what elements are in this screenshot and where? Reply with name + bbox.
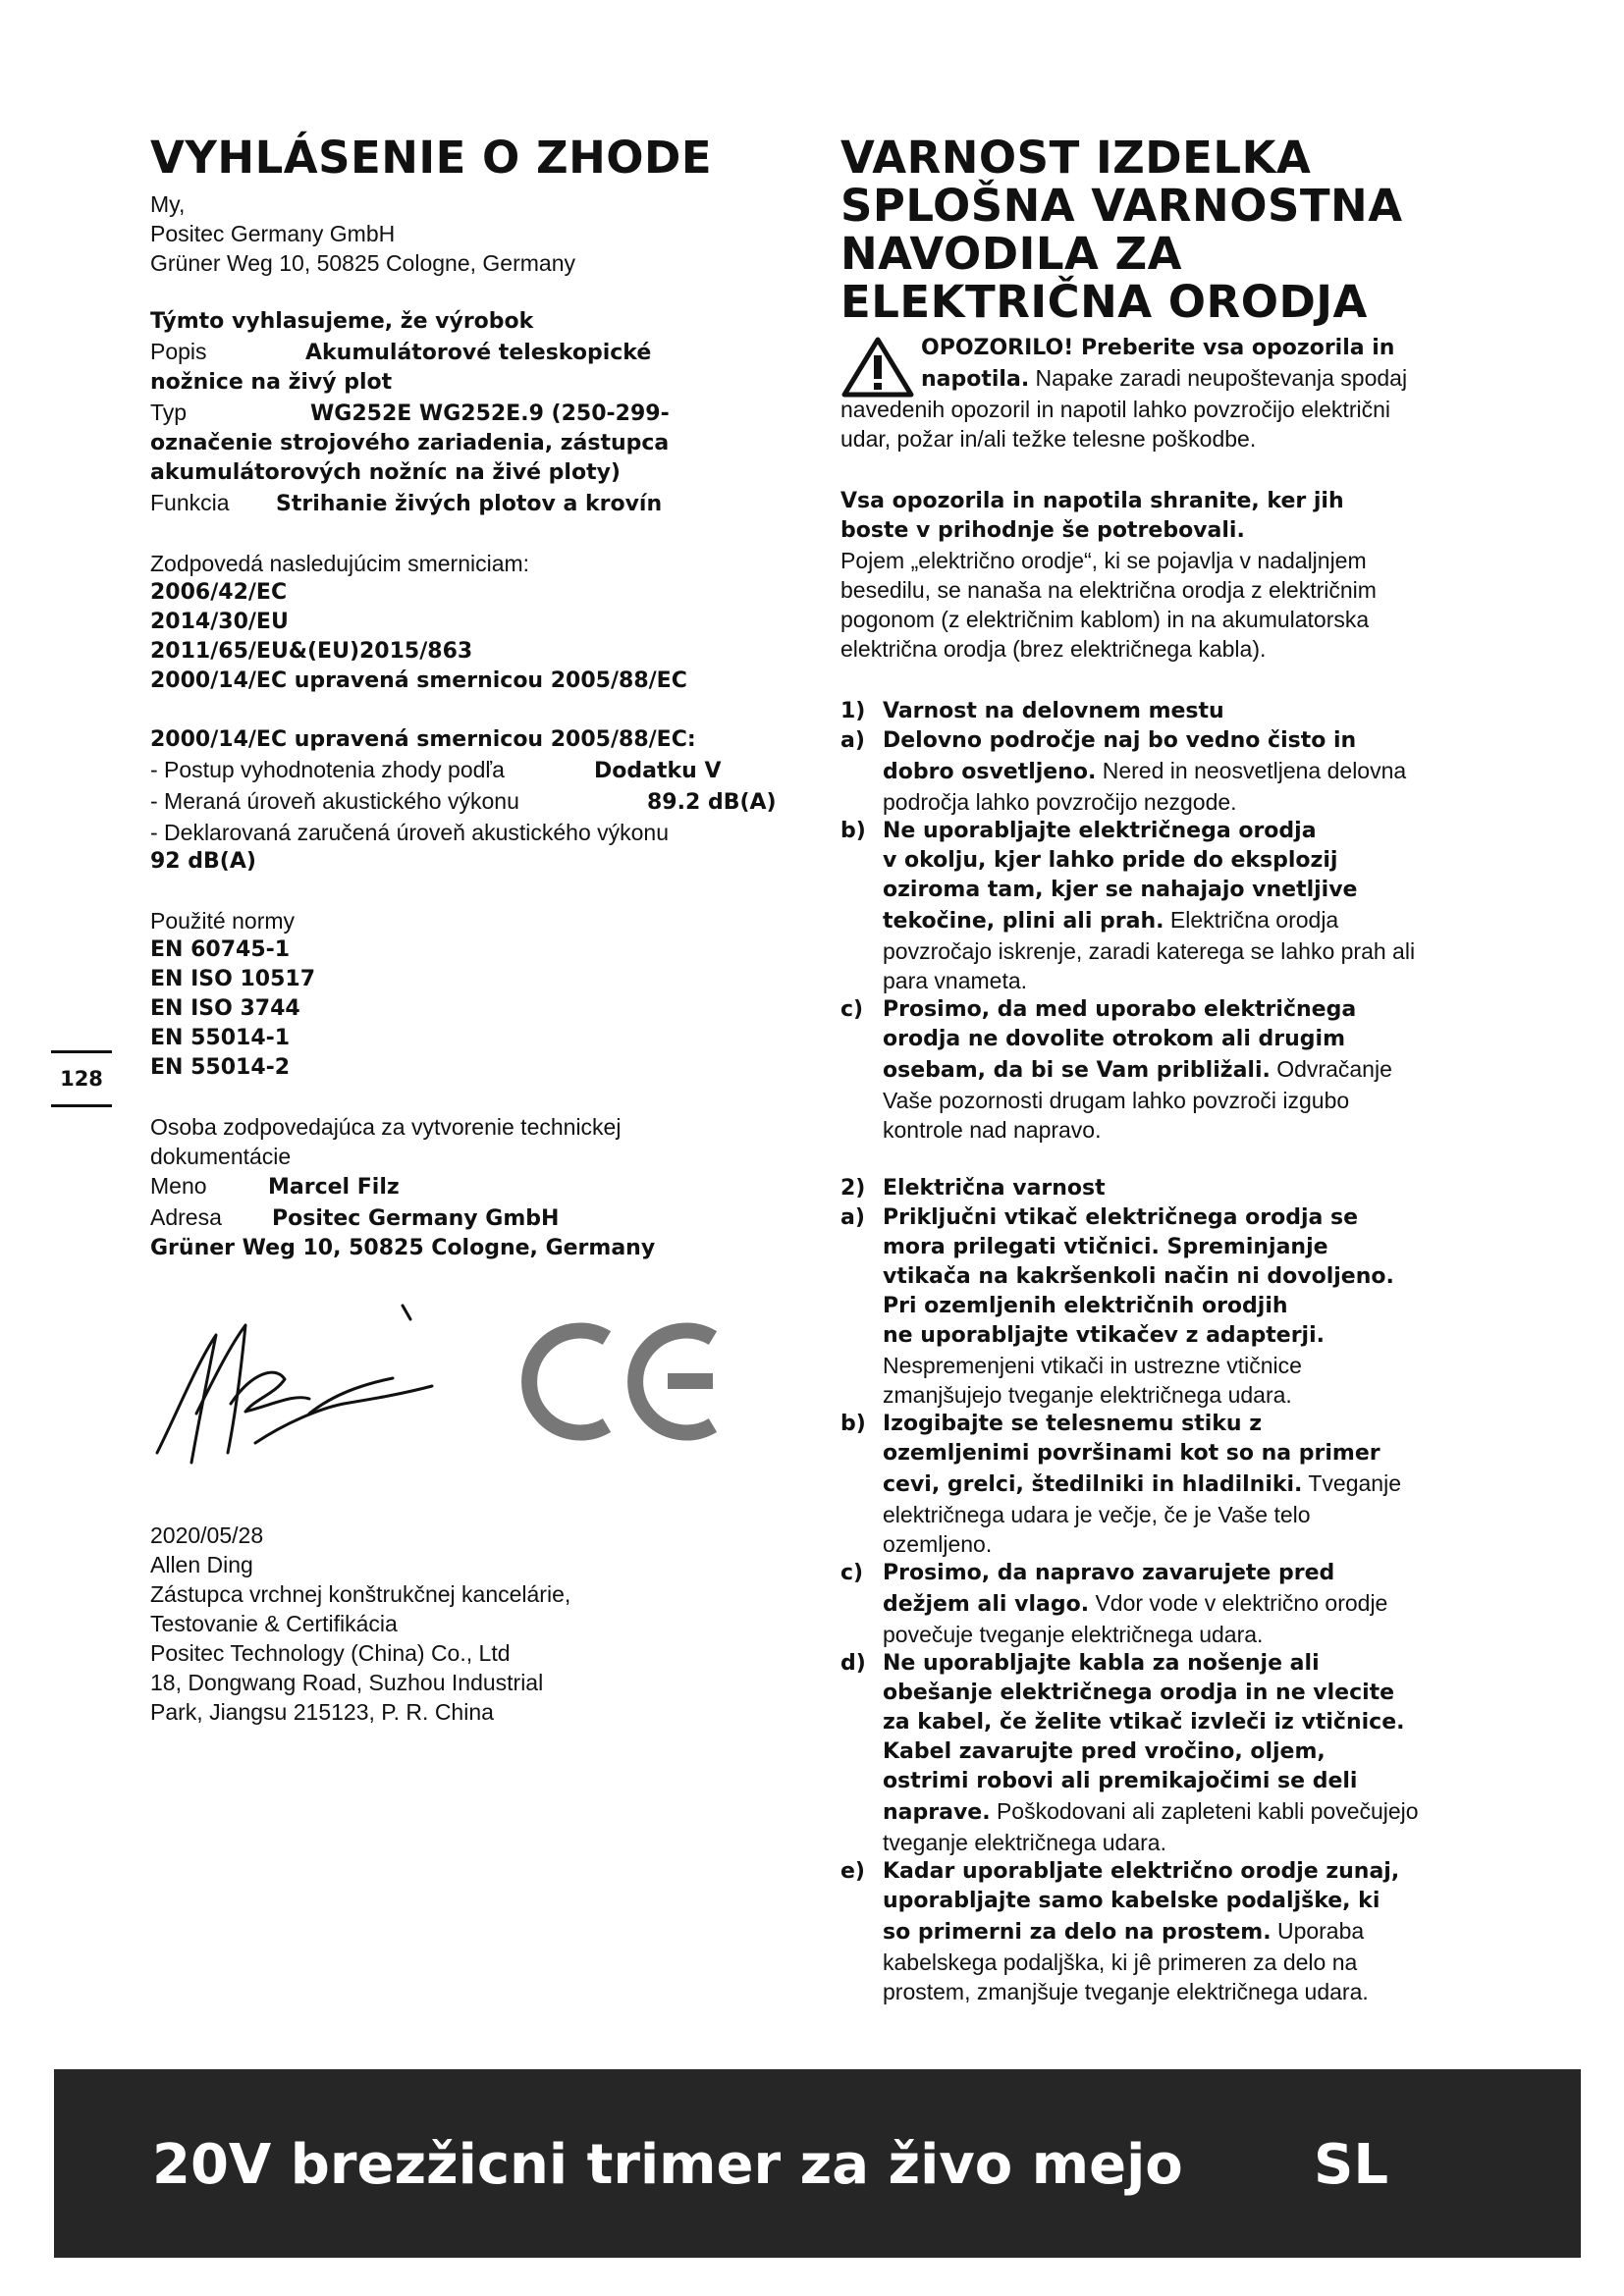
item-bold: osebam, da bi se Vam približali. [883, 1058, 1271, 1083]
item-bold: ostrimi robovi ali premikajočimi se deli [883, 1769, 1358, 1793]
typ-value: WG252E WG252E.9 (250-299- [310, 401, 670, 426]
divider [51, 1104, 112, 1107]
warning-block [840, 334, 1489, 395]
item-text: Vdor vode v električno orodje [1089, 1590, 1388, 1616]
list-item [840, 817, 1489, 995]
norm-item: EN 55014-1 [150, 1026, 291, 1050]
footer-bar [54, 2069, 1581, 2258]
item-text: področja lahko povzročijo nezgode. [883, 789, 1237, 815]
item-bold: Prosimo, da napravo zavarujete pred [883, 1561, 1335, 1585]
popis-row [150, 337, 779, 368]
adresa-value-cont: Grüner Weg 10, 50825 Cologne, Germany [150, 1236, 656, 1260]
item-bold: Prosimo, da med uporabo električnega [883, 997, 1357, 1022]
item-letter: b) [840, 1412, 866, 1436]
item-text: kontrole nad napravo. [883, 1117, 1102, 1143]
item-text: Tveganje [1302, 1470, 1401, 1496]
noise-proc-row [150, 755, 779, 786]
meno-value: Marcel Filz [268, 1175, 400, 1200]
adresa-row [150, 1202, 779, 1234]
safety-title-line: VARNOST IZDELKA [840, 132, 1312, 184]
noise-decl-label: - Deklarovaná zaručená úroveň akustického výkonu [150, 820, 670, 845]
item-letter: a) [840, 1205, 865, 1230]
item-text: tveganje električnega udara. [883, 1830, 1166, 1855]
signature-image [137, 1296, 461, 1482]
sign-line: Positec Technology (China) Co., Ltd [150, 1640, 511, 1666]
item-text: Uporaba [1271, 1918, 1365, 1944]
sign-line: Park, Jiangsu 215123, P. R. China [150, 1699, 494, 1725]
noise-meas-value: 89.2 dB(A) [647, 790, 777, 815]
list-item [840, 1410, 1489, 1559]
adresa-label: Adresa [150, 1204, 222, 1230]
popis-value: Akumulátorové teleskopické [305, 341, 652, 365]
list-item [840, 1559, 1489, 1649]
item-text: para vnameta. [883, 968, 1028, 993]
item-text: Odvračanje [1270, 1056, 1392, 1082]
section-heading [840, 697, 1489, 726]
item-text: prostem, zmanjšuje tveganje električnega udara. [883, 1979, 1369, 2004]
noise-title: 2000/14/EC upravená smernicou 2005/88/EC: [150, 727, 696, 752]
item-bold: Izogibajte se telesnemu stiku z [883, 1412, 1263, 1436]
footer-product-title: 20V brezžicni trimer za živo mejo [152, 2133, 1183, 2197]
warning-line [921, 363, 1489, 395]
warning-text-cont: udar, požar in/ali težke telesne poškodbe. [840, 426, 1257, 452]
item-line [883, 1054, 1489, 1086]
funkcia-label: Funkcia [150, 490, 230, 515]
intro-line: Positec Germany GmbH [150, 221, 396, 246]
item-text: Poškodovani ali zapleteni kabli povečujejo [990, 1798, 1419, 1824]
item-bold: Ne uporabljajte električnega orodja [883, 819, 1317, 843]
item-letter: c) [840, 997, 864, 1022]
item-letter: d) [840, 1651, 866, 1676]
item-bold: naprave. [883, 1800, 991, 1825]
item-bold: vtikača na kakršenkoli način ni dovoljeno. [883, 1264, 1394, 1289]
item-text: povečuje tveganje električnega udara. [883, 1622, 1264, 1647]
safety-title-line: ELEKTRIČNA ORODJA [840, 276, 1368, 328]
norms-intro: Použité normy [150, 908, 296, 934]
directive-item: 2014/30/EU [150, 610, 289, 634]
item-bold: v okolju, kjer lahko pride do eksplozij [883, 848, 1338, 873]
directive-item: 2006/42/EC [150, 580, 288, 605]
intro-line: Grüner Weg 10, 50825 Cologne, Germany [150, 250, 575, 276]
noise-proc-value: Dodatku V [594, 759, 722, 783]
item-letter: a) [840, 728, 865, 753]
safety-title-line: SPLOŠNA VARNOSTNA [840, 180, 1403, 232]
item-bold: Kadar uporabljate električno orodje zunaj, [883, 1859, 1400, 1884]
item-letter: e) [840, 1859, 865, 1884]
warning-text: Napake zaradi neupoštevanja spodaj [1029, 365, 1408, 391]
section-number: 1) [840, 699, 866, 723]
item-line [883, 1796, 1489, 1828]
footer-language-code: SL [1314, 2133, 1389, 2197]
safety-column [840, 133, 1489, 2006]
item-text: kabelskega podaljška, ki jê primeren za delo na [883, 1949, 1358, 1975]
item-bold: oziroma tam, kjer se nahajajo vnetljive [883, 878, 1358, 902]
item-text: zmanjšujejo tveganje električnega udara. [883, 1382, 1292, 1408]
section-title: Varnost na delovnem mestu [883, 699, 1224, 723]
sign-line: Testovanie & Certifikácia [150, 1611, 398, 1636]
norm-item: EN ISO 3744 [150, 996, 300, 1021]
popis-label: Popis [150, 339, 207, 364]
adresa-value: Positec Germany GmbH [272, 1206, 560, 1231]
item-text: Nered in neosvetljena delovna [1096, 758, 1407, 783]
sign-line: 18, Dongwang Road, Suzhou Industrial [150, 1670, 544, 1695]
keep-text: besedilu, se nanaša na električna orodja z električnim [840, 577, 1377, 603]
item-text: ozemljeno. [883, 1531, 993, 1557]
item-bold: mora prilegati vtičnici. Spreminjanje [883, 1235, 1328, 1259]
popis-value-cont: nožnice na živý plot [150, 370, 393, 395]
directives-intro: Zodpovedá nasledujúcim smerniciam: [150, 551, 530, 576]
docs-intro: Osoba zodpovedajúca za vytvorenie technickej [150, 1114, 622, 1140]
item-line [883, 1468, 1489, 1500]
item-text: Električna orodja [1164, 907, 1339, 933]
funkcia-value: Strihanie živých plotov a krovín [276, 492, 663, 516]
safety-title-line: NAVODILA ZA [840, 228, 1182, 280]
declaration-title: VYHLÁSENIE O ZHODE [150, 132, 713, 184]
item-bold: orodja ne dovolite otrokom ali drugim [883, 1027, 1346, 1051]
meno-row [150, 1171, 779, 1202]
keep-text: Pojem „električno orodje“, ki se pojavlja v nadaljnjem [840, 548, 1367, 573]
item-bold: ne uporabljajte vtikačev z adapterji. [883, 1323, 1325, 1348]
item-text: Vaše pozornosti drugam lahko povzroči izgubo [883, 1088, 1350, 1113]
item-text: električnega udara je večje, če je Vaše telo [883, 1502, 1311, 1527]
funkcia-row [150, 488, 779, 519]
norm-item: EN 60745-1 [150, 937, 291, 962]
item-bold: dobro osvetljeno. [883, 760, 1097, 784]
keep-bold: boste v prihodnje še potrebovali. [840, 518, 1245, 543]
warning-triangle-icon [840, 336, 915, 399]
typ-value-cont: označenie strojového zariadenia, zástupca [150, 431, 670, 455]
keep-text: električna orodja (brez električnega kabla). [840, 636, 1267, 662]
meno-label: Meno [150, 1173, 207, 1199]
item-bold: Kabel zavarujte pred vročino, oljem, [883, 1739, 1326, 1764]
declaration-column [150, 133, 779, 1727]
typ-value-cont: akumulátorových nožníc na živé ploty) [150, 460, 621, 485]
typ-row [150, 398, 779, 429]
list-item [840, 1203, 1489, 1410]
item-text: Nespremenjeni vtikači in ustrezne vtičnice [883, 1353, 1302, 1378]
norm-item: EN 55014-2 [150, 1055, 291, 1080]
noise-decl-value: 92 dB(A) [150, 849, 256, 874]
item-bold: za kabel, če želite vtikač izvleči iz vtičnice. [883, 1710, 1405, 1735]
item-letter: b) [840, 819, 866, 843]
ce-mark-icon [520, 1320, 727, 1443]
keep-text: pogonom (z električnim kablom) in na akumulatorska [840, 607, 1370, 632]
item-bold: so primerni za delo na prostem. [883, 1920, 1272, 1945]
noise-meas-row [150, 786, 779, 818]
noise-proc-label: - Postup vyhodnotenia zhody podľa [150, 757, 505, 782]
item-line [883, 1588, 1489, 1620]
directive-item: 2011/65/EU&(EU)2015/863 [150, 639, 473, 664]
declare-line: Týmto vyhlasujeme, že výrobok [150, 309, 534, 334]
item-bold: dežjem ali vlago. [883, 1592, 1090, 1617]
item-bold: uporabljajte samo kabelske podaljške, ki [883, 1889, 1380, 1913]
docs-intro-cont: dokumentácie [150, 1144, 292, 1169]
typ-label: Typ [150, 400, 188, 425]
item-line [883, 1916, 1489, 1948]
item-line [883, 756, 1489, 787]
item-bold: Ne uporabljajte kabla za nošenje ali [883, 1651, 1320, 1676]
warning-text-cont: navedenih opozoril in napotil lahko povzročijo električni [840, 397, 1390, 422]
keep-bold: Vsa opozorila in napotila shranite, ker jih [840, 489, 1344, 513]
noise-meas-label: - Meraná úroveň akustického výkonu [150, 788, 519, 814]
item-text: povzročajo iskrenje, zaradi katerega se lahko prah ali [883, 938, 1416, 964]
page-number: 128 [60, 1067, 103, 1091]
item-bold: Delovno področje naj bo vedno čisto in [883, 728, 1357, 753]
item-letter: c) [840, 1561, 864, 1585]
list-item [840, 1649, 1489, 1857]
intro-line: My, [150, 191, 186, 217]
directive-item: 2000/14/EC upravená smernicou 2005/88/EC [150, 668, 687, 693]
sign-date: 2020/05/28 [150, 1522, 264, 1548]
sign-name: Allen Ding [150, 1552, 253, 1577]
section-number: 2) [840, 1176, 866, 1201]
page-number-marker [51, 1050, 112, 1107]
list-item [840, 726, 1489, 817]
list-item [840, 1857, 1489, 2006]
list-item [840, 995, 1489, 1145]
item-bold: cevi, grelci, štedilniki in hladilniki. [883, 1472, 1303, 1497]
section-title: Električna varnost [883, 1176, 1106, 1201]
section-heading [840, 1174, 1489, 1203]
item-bold: tekočine, plini ali prah. [883, 909, 1164, 934]
item-bold: Pri ozemljenih električnih orodjih [883, 1294, 1288, 1318]
norm-item: EN ISO 10517 [150, 967, 316, 991]
warning-bold: OPOZORILO! Preberite vsa opozorila in [921, 336, 1395, 360]
warning-bold-cont: napotila. [921, 367, 1030, 392]
item-bold: obešanje električnega orodja in ne vlecite [883, 1681, 1395, 1705]
item-bold: Priključni vtikač električnega orodja se [883, 1205, 1359, 1230]
item-line [883, 905, 1489, 936]
item-bold: ozemljenimi površinami kot so na primer [883, 1441, 1380, 1466]
sign-line: Zástupca vrchnej konštrukčnej kancelárie, [150, 1581, 571, 1607]
